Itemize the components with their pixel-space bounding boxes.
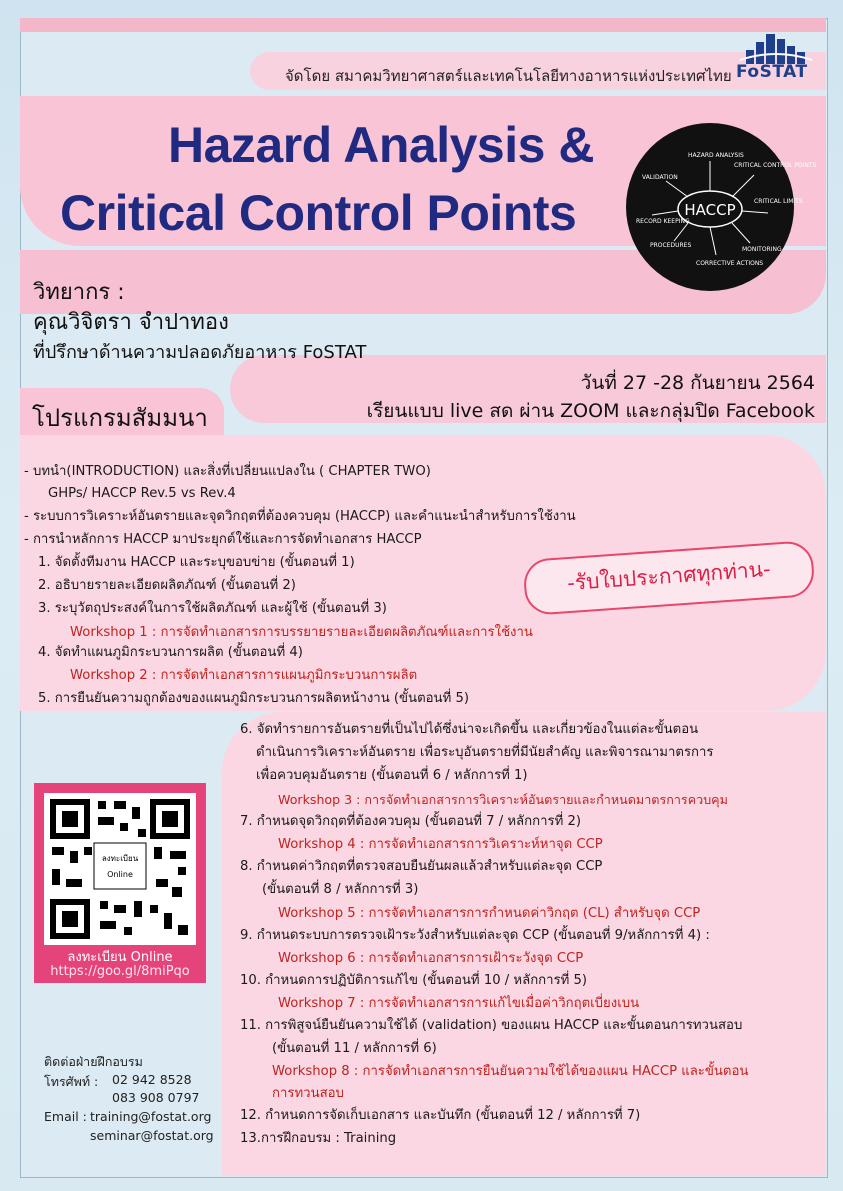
workshop-item: Workshop 1 : การจัดทำเอกสารการบรรยายรายละเอียดผลิตภัณฑ์และการใช้งาน [70,625,533,640]
contact-phone-label: โทรศัพท์ : [44,1074,99,1089]
title-line-2: Critical Control Points [60,185,577,241]
haccp-label-record: RECORD KEEPING [636,218,690,225]
haccp-label-limits: CRITICAL LIMITS [754,198,803,205]
speaker-position: ที่ปรึกษาด้านความปลอดภัยอาหาร FoSTAT [33,342,367,363]
program-item: - บทนำ(INTRODUCTION) และสิ่งที่เปลี่ยนแปลงใน ( CHAPTER TWO) [24,464,431,479]
haccp-label-hazard: HAZARD ANALYSIS [688,152,744,159]
certificate-stamp: -รับใบประกาศทุกท่าน- [522,540,815,616]
qr-center-label-top: ลงทะเบียน [101,854,139,863]
workshop-item: Workshop 7 : การจัดทำเอกสารการแก้ไขเมื่อค่าวิกฤตเบี่ยงเบน [278,996,640,1011]
program-item: 3. ระบุวัตถุประสงค์ในการใช้ผลิตภัณฑ์ และผู้ใช้ (ขั้นตอนที่ 3) [38,601,387,616]
workshop-item: Workshop 6 : การจัดทำเอกสารการเฝ้าระวังจุด CCP [278,951,584,966]
event-format: เรียนแบบ live สด ผ่าน ZOOM และกลุ่มปิด Facebook [366,400,815,422]
program-item: 11. การพิสูจน์ยืนยันความใช้ได้ (validation) ของแผน HACCP และขั้นตอนการทวนสอบ [240,1018,743,1033]
registration-label: ลงทะเบียน Online [67,950,173,965]
workshop-item: Workshop 5 : การจัดทำเอกสารการกำหนดค่าวิกฤต (CL) สำหรับจุด CCP [278,906,701,921]
program-item: 13.การฝึกอบรม : Training [240,1131,397,1146]
program-item: 1. จัดตั้งทีมงาน HACCP และระบุขอบข่าย (ขั้นตอนที่ 1) [38,555,355,570]
contact-heading: ติดต่อฝ่ายฝึกอบรม [44,1054,143,1069]
program-item: 6. จัดทำรายการอันตรายที่เป็นไปได้ซึ่งน่าจะเกิดขึ้น และเกี่ยวข้องในแต่ละขั้นตอน [240,722,699,737]
haccp-label-corrective: CORRECTIVE ACTIONS [696,260,764,267]
qr-center-label-bottom: Online [107,870,133,879]
event-date: วันที่ 27 -28 กันยายน 2564 [580,372,815,394]
program-item: - การนำหลักการ HACCP มาประยุกต์ใช้และการจัดทำเอกสาร HACCP [24,532,422,547]
organizer-text: จัดโดย สมาคมวิทยาศาสตร์และเทคโนโลยีทางอาหารแห่งประเทศไทย [285,67,732,85]
haccp-label-procedures: PROCEDURES [650,242,692,249]
workshop-item: Workshop 3 : การจัดทำเอกสารการวิเคราะห์อันตรายและกำหนดมาตรการควบคุม [278,792,728,807]
program-item: 10. กำหนดการปฏิบัติการแก้ไข (ขั้นตอนที่ 10 / หลักการที่ 5) [240,973,588,988]
contact-email-1[interactable]: training@fostat.org [90,1109,212,1124]
contact-email-2[interactable]: seminar@fostat.org [90,1128,214,1143]
haccp-center-label: HACCP [684,201,736,219]
haccp-diagram-icon [626,123,817,291]
title-line-1: Hazard Analysis & [168,117,594,173]
fostat-logo-text: FoSTAT [736,62,808,82]
fostat-logo [738,30,814,64]
workshop-item: Workshop 4 : การจัดทำเอกสารการวิเคราะห์หาจุด CCP [278,837,603,852]
workshop-item: Workshop 8 : การจัดทำเอกสารการยืนยันความใช้ได้ของแผน HACCP และขั้นตอน [272,1064,749,1079]
program-item: 2. อธิบายรายละเอียดผลิตภัณฑ์ (ขั้นตอนที่ 2) [38,578,296,593]
program-item: 8. กำหนดค่าวิกฤตที่ตรวจสอบยืนยันผลแล้วสำหรับแต่ละจุด CCP [240,859,603,874]
haccp-label-monitoring: MONITORING [742,246,782,253]
program-item: 9. กำหนดระบบการตรวจเฝ้าระวังสำหรับแต่ละจุด CCP (ขั้นตอนที่ 9/หลักการที่ 4) : [240,928,710,943]
program-item: เพื่อควบคุมอันตราย (ขั้นตอนที่ 6 / หลักการที่ 1) [256,768,528,783]
contact-phone-2: 083 908 0797 [112,1090,200,1105]
program-item: (ขั้นตอนที่ 8 / หลักการที่ 3) [262,882,419,897]
program-item: GHPs/ HACCP Rev.5 vs Rev.4 [48,486,236,501]
program-item: 4. จัดทำแผนภูมิกระบวนการผลิต (ขั้นตอนที่ 4) [38,645,303,660]
program-item: (ขั้นตอนที่ 11 / หลักการที่ 6) [272,1041,437,1056]
program-item: 12. กำหนดการจัดเก็บเอกสาร และบันทึก (ขั้นตอนที่ 12 / หลักการที่ 7) [240,1108,641,1123]
workshop-item: การทวนสอบ [272,1086,344,1101]
program-item: - ระบบการวิเคราะห์อันตรายและจุดวิกฤตที่ต้องควบคุม (HACCP) และคำแนะนำสำหรับการใช้งาน [24,509,576,524]
workshop-item: Workshop 2 : การจัดทำเอกสารการแผนภูมิกระบวนการผลิต [70,668,418,683]
haccp-label-ccp: CRITICAL CONTROL POINTS [734,162,817,169]
registration-qr-code[interactable] [44,793,196,945]
contact-phone-1: 02 942 8528 [112,1072,192,1087]
skyline-icon [738,30,814,64]
program-item: 7. กำหนดจุดวิกฤตที่ต้องควบคุม (ขั้นตอนที่ 7 / หลักการที่ 2) [240,814,582,829]
speaker-name: คุณวิจิตรา จำปาทอง [33,310,229,335]
qr-code-icon [44,793,196,945]
haccp-graphic [626,123,817,291]
top-band [20,18,826,32]
program-item: 5. การยืนยันความถูกต้องของแผนภูมิกระบวนการผลิตหน้างาน (ขั้นตอนที่ 5) [38,691,469,706]
speaker-label: วิทยากร : [33,280,125,305]
program-title: โปรแกรมสัมมนา [32,404,208,432]
program-item: ดำเนินการวิเคราะห์อันตราย เพื่อระบุอันตรายที่มีนัยสำคัญ และพิจารณามาตรการ [256,745,714,760]
haccp-label-validation: VALIDATION [642,174,678,181]
contact-email-label: Email : [44,1109,87,1124]
registration-link[interactable]: https://goo.gl/8miPqo [50,964,190,979]
